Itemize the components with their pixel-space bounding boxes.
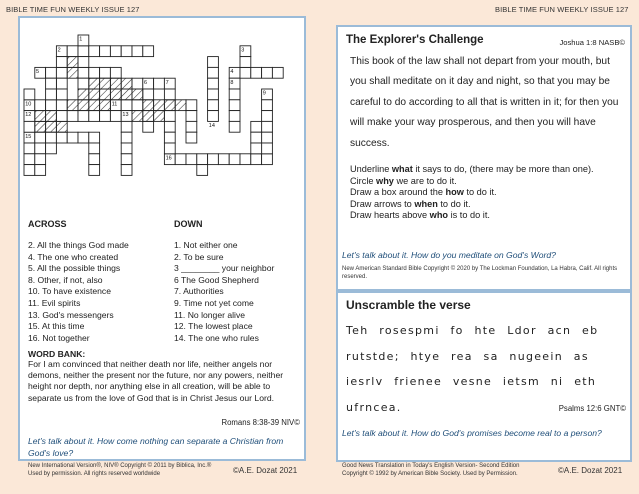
left-footer-line-1: New International Version®, NIV® Copyright © 2011 by Biblica, Inc.® bbox=[28, 463, 212, 469]
crossword-cell[interactable] bbox=[197, 165, 208, 176]
clue-number: 16 bbox=[165, 155, 172, 162]
crossword-cell[interactable] bbox=[143, 100, 154, 111]
clue-number: 8 bbox=[230, 79, 234, 86]
crossword-cell[interactable] bbox=[164, 89, 175, 100]
word-bank-title: WORD BANK: bbox=[28, 349, 86, 359]
instr-text: Draw arrows to bbox=[350, 198, 415, 209]
instr-keyword: when bbox=[414, 198, 438, 209]
crossword-cell[interactable] bbox=[240, 67, 251, 78]
instruction-arrows bbox=[350, 199, 626, 211]
crossword-cell[interactable] bbox=[35, 132, 46, 143]
crossword-cell[interactable] bbox=[35, 165, 46, 176]
instr-keyword: how bbox=[445, 187, 464, 198]
crossword-cell[interactable] bbox=[89, 143, 100, 154]
crossword-cell[interactable] bbox=[35, 111, 46, 122]
instr-text: it says to do, (there may be more than one). bbox=[412, 164, 594, 174]
instr-text: Circle bbox=[350, 175, 377, 186]
crossword-cell[interactable] bbox=[229, 154, 240, 165]
crossword-cell[interactable] bbox=[35, 100, 46, 111]
crossword-cell[interactable] bbox=[164, 132, 175, 143]
crossword-cell[interactable] bbox=[110, 46, 121, 57]
crossword-cell[interactable] bbox=[46, 143, 57, 154]
crossword-cell[interactable] bbox=[229, 100, 240, 111]
right-footer-line-1: Good News Translation in Today's English Version- Second Edition bbox=[342, 463, 520, 469]
crossword-cell[interactable] bbox=[208, 100, 219, 111]
crossword-cell[interactable] bbox=[154, 111, 165, 122]
instr-text: we are to do it. bbox=[393, 175, 457, 186]
unscramble-title: Unscramble the verse bbox=[346, 298, 471, 312]
crossword-cell[interactable] bbox=[110, 89, 121, 100]
explorer-talk-prompt: Let's talk about it. How do you meditate on God's Word? bbox=[342, 250, 556, 260]
word-bank-text: For I am convinced that neither death nor life, neither angels nor demons, neither the present nor the future, nor any powers, neither height nor depth, nor anything else in all creation, will be able to separate us from the love of God that is in Christ Jesus our Lord. bbox=[28, 359, 284, 403]
crossword-cell[interactable] bbox=[110, 111, 121, 122]
crossword-cell[interactable] bbox=[229, 111, 240, 122]
instruction-circle bbox=[350, 176, 626, 188]
clue-item: 7. Authorities bbox=[174, 286, 224, 297]
crossword-cell[interactable] bbox=[89, 67, 100, 78]
crossword-cell[interactable] bbox=[251, 132, 262, 143]
crossword-cell[interactable] bbox=[262, 121, 273, 132]
crossword-cell[interactable] bbox=[240, 154, 251, 165]
crossword-cell[interactable] bbox=[186, 121, 197, 132]
explorer-reference: Joshua 1:8 NASB© bbox=[559, 38, 625, 47]
crossword-cell[interactable] bbox=[89, 78, 100, 89]
crossword-cell[interactable] bbox=[89, 111, 100, 122]
word-bank-reference: Romans 8:38-39 NIV© bbox=[221, 418, 300, 427]
clue-item: 15. At this time bbox=[28, 321, 85, 332]
right-header: BIBLE TIME FUN WEEKLY ISSUE 127 bbox=[495, 5, 629, 14]
explorer-verse: This book of the law shall not depart from your mouth, but you shall meditate on it day and night, so that you may be careful to do according to all that is written in it; for then you will make your way prosperous, and then you will have success. bbox=[350, 56, 619, 149]
crossword-cell[interactable] bbox=[154, 78, 165, 89]
crossword-cell[interactable] bbox=[121, 89, 132, 100]
crossword-cell[interactable] bbox=[67, 100, 78, 111]
crossword-cell[interactable] bbox=[121, 154, 132, 165]
crossword-cell[interactable] bbox=[110, 67, 121, 78]
crossword-cell[interactable] bbox=[100, 89, 111, 100]
instr-text: Underline bbox=[350, 164, 392, 174]
crossword-cell[interactable] bbox=[56, 111, 67, 122]
crossword-cell[interactable] bbox=[208, 78, 219, 89]
crossword-cell[interactable] bbox=[121, 143, 132, 154]
instr-text: to do it. bbox=[437, 198, 471, 209]
crossword-cell[interactable] bbox=[262, 132, 273, 143]
clue-number: 10 bbox=[25, 101, 32, 108]
instr-keyword: who bbox=[429, 210, 449, 221]
instr-keyword: what bbox=[391, 164, 413, 174]
crossword-cell[interactable] bbox=[164, 143, 175, 154]
scramble-line: ufrncea. bbox=[346, 400, 402, 414]
crossword-cell[interactable] bbox=[35, 154, 46, 165]
crossword-cell[interactable] bbox=[208, 89, 219, 100]
crossword-cell[interactable] bbox=[154, 100, 165, 111]
clue-number: 12 bbox=[25, 112, 32, 119]
crossword-cell[interactable] bbox=[186, 111, 197, 122]
instr-text: Draw hearts above bbox=[350, 210, 430, 221]
crossword-cell[interactable] bbox=[229, 121, 240, 132]
left-footer-line-2: Used by permission. All rights reserved worldwide bbox=[28, 470, 161, 477]
crossword-cell[interactable] bbox=[132, 89, 143, 100]
crossword-cell[interactable] bbox=[175, 154, 186, 165]
crossword-cell[interactable] bbox=[132, 100, 143, 111]
right-footer-line-2: Copyright © 1992 by American Bible Society. Used by Permission. bbox=[342, 470, 518, 477]
crossword-cell[interactable] bbox=[100, 67, 111, 78]
crossword-cell[interactable] bbox=[46, 89, 57, 100]
crossword-cell[interactable] bbox=[121, 46, 132, 57]
crossword-cell[interactable] bbox=[218, 154, 229, 165]
crossword-cell[interactable] bbox=[208, 57, 219, 68]
crossword-cell[interactable] bbox=[56, 67, 67, 78]
crossword-cell[interactable] bbox=[100, 100, 111, 111]
crossword-cell[interactable] bbox=[67, 132, 78, 143]
explorer-title: The Explorer's Challenge bbox=[346, 34, 484, 46]
crossword-cell[interactable] bbox=[89, 132, 100, 143]
clue-item: 11. No longer alive bbox=[174, 309, 246, 320]
left-talk-prompt: Let's talk about it. How come nothing can separate a Christian from God's love? bbox=[28, 436, 284, 458]
clue-number: 3 bbox=[241, 47, 245, 54]
crossword-cell[interactable] bbox=[78, 78, 89, 89]
crossword-cell[interactable] bbox=[89, 154, 100, 165]
crossword-cell[interactable] bbox=[78, 100, 89, 111]
crossword-cell[interactable] bbox=[121, 100, 132, 111]
crossword-cell[interactable] bbox=[78, 132, 89, 143]
crossword-cell[interactable] bbox=[78, 89, 89, 100]
crossword-cell[interactable] bbox=[208, 111, 219, 122]
crossword-cell[interactable] bbox=[56, 121, 67, 132]
clue-item: 6 The Good Shepherd bbox=[174, 274, 259, 285]
crossword-cell[interactable] bbox=[262, 154, 273, 165]
crossword-cell[interactable] bbox=[56, 89, 67, 100]
instr-text: to do it. bbox=[463, 187, 497, 198]
scramble-line: Teh rosespmi fo hte Ldor acn eb bbox=[346, 324, 599, 337]
crossword-cell[interactable] bbox=[46, 121, 57, 132]
right-signature: ©A.E. Dozat 2021 bbox=[558, 466, 623, 475]
clue-item: 8. Other, if not, also bbox=[28, 274, 103, 285]
crossword-cell[interactable] bbox=[78, 67, 89, 78]
crossword-cell[interactable] bbox=[251, 121, 262, 132]
crossword-cell[interactable] bbox=[46, 78, 57, 89]
crossword-cell[interactable] bbox=[100, 111, 111, 122]
crossword-cell[interactable] bbox=[78, 57, 89, 68]
instruction-underline bbox=[350, 164, 626, 176]
crossword-cell[interactable] bbox=[121, 165, 132, 176]
crossword-cell[interactable] bbox=[251, 67, 262, 78]
crossword-cell[interactable] bbox=[89, 89, 100, 100]
clue-item: 5. All the possible things bbox=[28, 263, 121, 274]
clue-number: 5 bbox=[36, 69, 40, 75]
clue-item: 1. Not either one bbox=[174, 240, 238, 250]
crossword-cell[interactable] bbox=[164, 121, 175, 132]
across-title: ACROSS bbox=[28, 219, 67, 229]
crossword-grid bbox=[22, 33, 302, 203]
down-title: DOWN bbox=[174, 219, 203, 229]
explorer-instructions bbox=[350, 164, 626, 222]
crossword-cell[interactable] bbox=[240, 57, 251, 68]
crossword-cell[interactable] bbox=[67, 57, 78, 68]
clue-item: 11. Evil spirits bbox=[28, 297, 81, 308]
crossword-cell[interactable] bbox=[164, 111, 175, 122]
clue-number: 15 bbox=[25, 133, 32, 140]
crossword-cell[interactable] bbox=[56, 57, 67, 68]
clue-item: 2. To be sure bbox=[174, 251, 224, 262]
crossword-cell[interactable] bbox=[56, 78, 67, 89]
clue-number: 14 bbox=[208, 123, 215, 129]
clue-number: 7 bbox=[165, 79, 169, 86]
crossword-cell[interactable] bbox=[110, 78, 121, 89]
clue-item: 9. Time not yet come bbox=[174, 297, 254, 308]
instr-text: Draw a box around the bbox=[350, 187, 446, 198]
crossword-cell[interactable] bbox=[46, 100, 57, 111]
crossword-cell[interactable] bbox=[56, 132, 67, 143]
crossword-cell[interactable] bbox=[197, 154, 208, 165]
clue-number: 9 bbox=[262, 90, 266, 97]
crossword-cell[interactable] bbox=[121, 78, 132, 89]
clue-item: 2. All the things God made bbox=[28, 240, 129, 250]
crossword-cell[interactable] bbox=[78, 111, 89, 122]
crossword-cell[interactable] bbox=[143, 46, 154, 57]
crossword-cell[interactable] bbox=[24, 154, 35, 165]
crossword-cell[interactable] bbox=[164, 100, 175, 111]
clue-number: 11 bbox=[111, 101, 118, 108]
scramble-line: iesrlv frienee vesne ietsm ni eth bbox=[346, 375, 597, 388]
unscramble-talk-prompt: Let's talk about it. How do God's promises become real to a person? bbox=[342, 428, 602, 438]
clue-number: 6 bbox=[144, 79, 148, 86]
clue-item: 4. The one who created bbox=[28, 251, 119, 262]
crossword-cell[interactable] bbox=[67, 46, 78, 57]
crossword-cell[interactable] bbox=[46, 132, 57, 143]
crossword-cell[interactable] bbox=[262, 143, 273, 154]
crossword-cell[interactable] bbox=[89, 100, 100, 111]
unscramble-reference: Psalms 12:6 GNT© bbox=[558, 404, 626, 413]
crossword-cell[interactable] bbox=[46, 111, 57, 122]
crossword-cell[interactable] bbox=[262, 111, 273, 122]
crossword-cell[interactable] bbox=[78, 46, 89, 57]
crossword-cell[interactable] bbox=[251, 154, 262, 165]
crossword-cell[interactable] bbox=[67, 111, 78, 122]
crossword-cell[interactable] bbox=[262, 67, 273, 78]
crossword-cell[interactable] bbox=[132, 78, 143, 89]
instr-keyword: why bbox=[376, 175, 394, 186]
crossword-cell[interactable] bbox=[143, 89, 154, 100]
crossword-cell[interactable] bbox=[175, 100, 186, 111]
crossword-cell[interactable] bbox=[208, 67, 219, 78]
instr-text: is to do it. bbox=[448, 210, 490, 221]
right-footer bbox=[342, 463, 519, 478]
crossword-cell[interactable] bbox=[89, 165, 100, 176]
crossword-cell[interactable] bbox=[186, 100, 197, 111]
crossword-cell[interactable] bbox=[121, 132, 132, 143]
crossword-cell[interactable] bbox=[272, 67, 283, 78]
crossword-cell[interactable] bbox=[67, 67, 78, 78]
crossword-cell[interactable] bbox=[100, 78, 111, 89]
scramble-line: rutstde; htye rea sa nugeein as bbox=[346, 349, 589, 363]
crossword-cell[interactable] bbox=[24, 121, 35, 132]
crossword-cell[interactable] bbox=[229, 89, 240, 100]
clue-number: 1 bbox=[79, 36, 83, 43]
crossword-cell[interactable] bbox=[56, 100, 67, 111]
clue-item: 10. To have existence bbox=[28, 286, 111, 297]
clue-number: 13 bbox=[122, 112, 129, 119]
clue-item: 16. Not together bbox=[28, 332, 90, 343]
instruction-hearts bbox=[350, 210, 626, 222]
left-signature: ©A.E. Dozat 2021 bbox=[233, 466, 298, 475]
crossword-cell[interactable] bbox=[251, 143, 262, 154]
clue-item: 3 ________ your neighbor bbox=[174, 263, 275, 274]
crossword-cell[interactable] bbox=[100, 46, 111, 57]
crossword-cell[interactable] bbox=[35, 121, 46, 132]
crossword-cell[interactable] bbox=[208, 154, 219, 165]
instruction-box bbox=[350, 187, 626, 199]
crossword-cell[interactable] bbox=[143, 111, 154, 122]
crossword-cell[interactable] bbox=[24, 89, 35, 100]
crossword-cell[interactable] bbox=[35, 143, 46, 154]
clue-item: 14. The one who rules bbox=[174, 332, 259, 343]
crossword-cell[interactable] bbox=[46, 67, 57, 78]
crossword-cell[interactable] bbox=[24, 165, 35, 176]
clue-item: 12. The lowest place bbox=[174, 321, 253, 332]
crossword-cell[interactable] bbox=[186, 132, 197, 143]
across-clues bbox=[28, 240, 168, 344]
clue-number: 4 bbox=[230, 69, 234, 75]
crossword-cell[interactable] bbox=[89, 46, 100, 57]
explorer-copyright: New American Standard Bible Copyright © 2020 by The Lockman Foundation, La Habra, Calif. All rights reserved. bbox=[342, 266, 618, 280]
down-clues bbox=[174, 240, 302, 344]
crossword-cell[interactable] bbox=[24, 143, 35, 154]
clue-number: 2 bbox=[57, 47, 61, 54]
left-header: BIBLE TIME FUN WEEKLY ISSUE 127 bbox=[6, 5, 140, 14]
crossword-cell[interactable] bbox=[132, 46, 143, 57]
crossword-cell[interactable] bbox=[262, 100, 273, 111]
left-footer bbox=[28, 463, 211, 478]
crossword-cell[interactable] bbox=[143, 121, 154, 132]
crossword-cell[interactable] bbox=[121, 121, 132, 132]
crossword-cell[interactable] bbox=[132, 111, 143, 122]
clue-item: 13. God's messengers bbox=[28, 309, 114, 320]
crossword-cell[interactable] bbox=[186, 154, 197, 165]
